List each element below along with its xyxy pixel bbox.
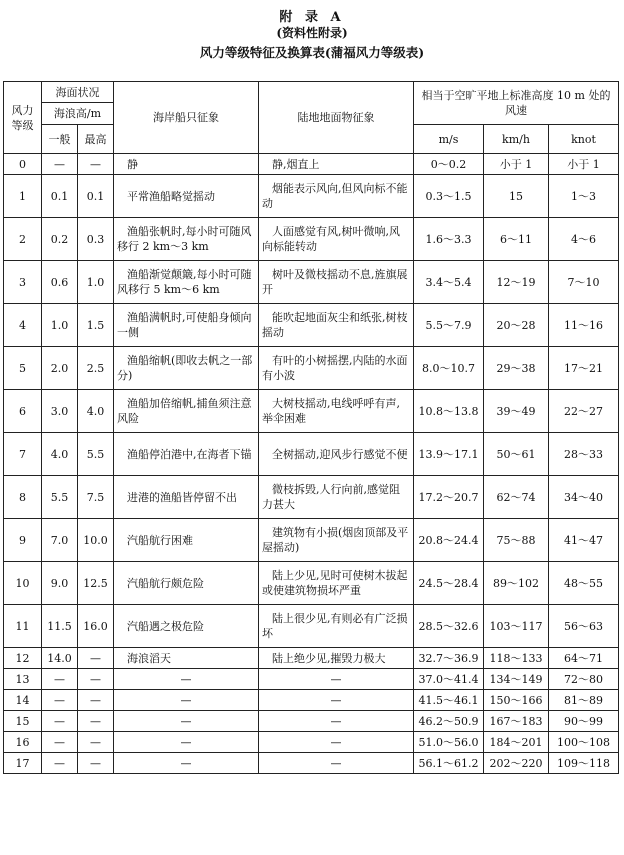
cell-level: 17	[4, 753, 42, 774]
cell-coast-boats: 汽船航行颇危险	[114, 562, 259, 605]
cell-speed-ms: 13.9～17.1	[414, 433, 484, 476]
cell-wave-max: 0.1	[78, 175, 114, 218]
cell-coast-boats: 海浪滔天	[114, 648, 259, 669]
cell-land: 大树枝摇动,电线呼呼有声,举伞困难	[259, 390, 414, 433]
cell-level: 4	[4, 304, 42, 347]
cell-coast-boats: 汽船航行困难	[114, 519, 259, 562]
cell-coast-boats: 渔船缩帆(即收去帆之一部分)	[114, 347, 259, 390]
cell-speed-knot: 11～16	[549, 304, 619, 347]
cell-level: 1	[4, 175, 42, 218]
cell-speed-kmh: 小于 1	[484, 154, 549, 175]
cell-wave-max: —	[78, 154, 114, 175]
cell-coast-boats: 渔船渐觉颠簸,每小时可随风移行 5 km～6 km	[114, 261, 259, 304]
cell-wave-general: 7.0	[42, 519, 78, 562]
cell-wave-general: —	[42, 669, 78, 690]
cell-land: 陆上绝少见,摧毁力极大	[259, 648, 414, 669]
cell-land: 微枝拆毁,人行向前,感觉阻力甚大	[259, 476, 414, 519]
table-row	[4, 218, 619, 261]
table-row	[4, 669, 619, 690]
cell-speed-knot: 22～27	[549, 390, 619, 433]
appendix-heading: 附 录 A	[279, 10, 345, 25]
cell-land: 有叶的小树摇摆,内陆的水面有小波	[259, 347, 414, 390]
cell-coast-boats: —	[114, 711, 259, 732]
cell-speed-ms: 41.5～46.1	[414, 690, 484, 711]
cell-wave-general: 2.0	[42, 347, 78, 390]
cell-level: 6	[4, 390, 42, 433]
cell-wave-general: —	[42, 753, 78, 774]
header-wave-height: 海浪高/m	[42, 103, 114, 125]
cell-speed-ms: 0.3～1.5	[414, 175, 484, 218]
cell-wave-max: —	[78, 669, 114, 690]
cell-level: 16	[4, 732, 42, 753]
cell-level: 7	[4, 433, 42, 476]
cell-coast-boats: 渔船停泊港中,在海者下锚	[114, 433, 259, 476]
cell-speed-ms: 32.7～36.9	[414, 648, 484, 669]
header-sea-state: 海面状况	[42, 82, 114, 103]
cell-speed-knot: 56～63	[549, 605, 619, 648]
cell-coast-boats: 渔船加倍缩帆,捕鱼须注意风险	[114, 390, 259, 433]
cell-wave-general: —	[42, 732, 78, 753]
header-max: 最高	[78, 125, 114, 154]
cell-speed-kmh: 75～88	[484, 519, 549, 562]
table-row	[4, 605, 619, 648]
table-row	[4, 711, 619, 732]
cell-level: 2	[4, 218, 42, 261]
cell-level: 3	[4, 261, 42, 304]
table-body	[4, 154, 619, 774]
cell-coast-boats: —	[114, 669, 259, 690]
cell-speed-knot: 34～40	[549, 476, 619, 519]
cell-land: 陆上很少见,有则必有广泛损坏	[259, 605, 414, 648]
cell-speed-ms: 5.5～7.9	[414, 304, 484, 347]
cell-wave-max: 12.5	[78, 562, 114, 605]
cell-wave-max: —	[78, 753, 114, 774]
cell-level: 15	[4, 711, 42, 732]
cell-speed-knot: 64～71	[549, 648, 619, 669]
cell-speed-ms: 51.0～56.0	[414, 732, 484, 753]
cell-wave-general: 4.0	[42, 433, 78, 476]
cell-speed-ms: 37.0～41.4	[414, 669, 484, 690]
cell-wave-general: 5.5	[42, 476, 78, 519]
table-row	[4, 648, 619, 669]
table-row	[4, 562, 619, 605]
cell-land: —	[259, 711, 414, 732]
cell-level: 8	[4, 476, 42, 519]
table-row	[4, 261, 619, 304]
cell-wave-max: 7.5	[78, 476, 114, 519]
cell-level: 14	[4, 690, 42, 711]
cell-wave-max: 4.0	[78, 390, 114, 433]
cell-speed-kmh: 167～183	[484, 711, 549, 732]
cell-coast-boats: —	[114, 753, 259, 774]
cell-speed-knot: 90～99	[549, 711, 619, 732]
cell-wave-general: 11.5	[42, 605, 78, 648]
cell-land: 建筑物有小损(烟囱顶部及平屋摇动)	[259, 519, 414, 562]
cell-speed-ms: 3.4～5.4	[414, 261, 484, 304]
table-title: 风力等级特征及换算表(蒲福风力等级表)	[199, 45, 425, 60]
cell-speed-kmh: 50～61	[484, 433, 549, 476]
cell-coast-boats: 汽船遇之极危险	[114, 605, 259, 648]
cell-coast-boats: —	[114, 690, 259, 711]
cell-speed-knot: 48～55	[549, 562, 619, 605]
table-row	[4, 390, 619, 433]
cell-speed-ms: 28.5～32.6	[414, 605, 484, 648]
cell-speed-knot: 109～118	[549, 753, 619, 774]
cell-speed-kmh: 20～28	[484, 304, 549, 347]
cell-land: 人面感觉有风,树叶微响,风向标能转动	[259, 218, 414, 261]
cell-speed-ms: 17.2～20.7	[414, 476, 484, 519]
header-land: 陆地地面物征象	[259, 82, 414, 154]
cell-speed-knot: 7～10	[549, 261, 619, 304]
cell-speed-knot: 41～47	[549, 519, 619, 562]
cell-speed-kmh: 15	[484, 175, 549, 218]
header-knot: knot	[549, 125, 619, 154]
cell-land: —	[259, 732, 414, 753]
header-level: 风力等级	[4, 82, 42, 154]
table-row	[4, 433, 619, 476]
cell-speed-knot: 4～6	[549, 218, 619, 261]
header-kmh: km/h	[484, 125, 549, 154]
cell-land: 烟能表示风向,但风向标不能动	[259, 175, 414, 218]
cell-coast-boats: 进港的渔船皆停留不出	[114, 476, 259, 519]
cell-speed-knot: 1～3	[549, 175, 619, 218]
header-coast-boats: 海岸船只征象	[114, 82, 259, 154]
cell-wave-max: 2.5	[78, 347, 114, 390]
cell-wave-max: 1.5	[78, 304, 114, 347]
cell-level: 12	[4, 648, 42, 669]
cell-speed-knot: 81～89	[549, 690, 619, 711]
cell-land: —	[259, 669, 414, 690]
cell-level: 10	[4, 562, 42, 605]
header-general: 一般	[42, 125, 78, 154]
cell-land: 全树摇动,迎风步行感觉不便	[259, 433, 414, 476]
cell-speed-knot: 100～108	[549, 732, 619, 753]
cell-land: —	[259, 753, 414, 774]
cell-speed-kmh: 29～38	[484, 347, 549, 390]
cell-speed-ms: 0～0.2	[414, 154, 484, 175]
cell-speed-kmh: 134～149	[484, 669, 549, 690]
cell-land: —	[259, 690, 414, 711]
cell-land: 静,烟直上	[259, 154, 414, 175]
cell-speed-ms: 20.8～24.4	[414, 519, 484, 562]
cell-speed-kmh: 184～201	[484, 732, 549, 753]
cell-coast-boats: 平常渔船略觉摇动	[114, 175, 259, 218]
cell-speed-ms: 56.1～61.2	[414, 753, 484, 774]
table-row	[4, 519, 619, 562]
header-wind-speed: 相当于空旷平地上标准高度 10 m 处的风速	[414, 82, 619, 125]
cell-wave-max: 1.0	[78, 261, 114, 304]
cell-speed-knot: 72～80	[549, 669, 619, 690]
cell-wave-max: 10.0	[78, 519, 114, 562]
cell-wave-general: 14.0	[42, 648, 78, 669]
cell-speed-kmh: 89～102	[484, 562, 549, 605]
cell-wave-general: 1.0	[42, 304, 78, 347]
cell-coast-boats: 渔船张帆时,每小时可随风移行 2 km～3 km	[114, 218, 259, 261]
cell-wave-general: 9.0	[42, 562, 78, 605]
table-row	[4, 175, 619, 218]
cell-level: 11	[4, 605, 42, 648]
cell-speed-knot: 17～21	[549, 347, 619, 390]
cell-land: 树叶及微枝摇动不息,旌旗展开	[259, 261, 414, 304]
cell-speed-knot: 28～33	[549, 433, 619, 476]
table-row	[4, 753, 619, 774]
cell-wave-max: 16.0	[78, 605, 114, 648]
cell-speed-kmh: 103～117	[484, 605, 549, 648]
cell-coast-boats: —	[114, 732, 259, 753]
table-row	[4, 690, 619, 711]
cell-wave-general: —	[42, 690, 78, 711]
table-row	[4, 347, 619, 390]
cell-wave-general: 0.1	[42, 175, 78, 218]
cell-wave-general: —	[42, 711, 78, 732]
cell-speed-knot: 小于 1	[549, 154, 619, 175]
beaufort-table	[3, 81, 619, 774]
header-ms: m/s	[414, 125, 484, 154]
cell-wave-max: —	[78, 732, 114, 753]
cell-land: 陆上少见,见时可使树木拔起或使建筑物损坏严重	[259, 562, 414, 605]
cell-speed-ms: 46.2～50.9	[414, 711, 484, 732]
cell-speed-kmh: 118～133	[484, 648, 549, 669]
appendix-note: (资料性附录)	[276, 26, 348, 40]
cell-speed-ms: 24.5～28.4	[414, 562, 484, 605]
cell-wave-general: 3.0	[42, 390, 78, 433]
cell-wave-max: 5.5	[78, 433, 114, 476]
cell-wave-max: 0.3	[78, 218, 114, 261]
cell-level: 9	[4, 519, 42, 562]
table-row	[4, 154, 619, 175]
cell-wave-max: —	[78, 711, 114, 732]
cell-level: 5	[4, 347, 42, 390]
table-row	[4, 732, 619, 753]
cell-wave-general: 0.2	[42, 218, 78, 261]
cell-speed-kmh: 150～166	[484, 690, 549, 711]
cell-speed-kmh: 39～49	[484, 390, 549, 433]
cell-coast-boats: 静	[114, 154, 259, 175]
cell-speed-ms: 1.6～3.3	[414, 218, 484, 261]
cell-land: 能吹起地面灰尘和纸张,树枝摇动	[259, 304, 414, 347]
cell-coast-boats: 渔船满帆时,可使船身倾向一侧	[114, 304, 259, 347]
table-row	[4, 476, 619, 519]
cell-wave-general: —	[42, 154, 78, 175]
cell-level: 0	[4, 154, 42, 175]
cell-speed-kmh: 12～19	[484, 261, 549, 304]
cell-speed-ms: 8.0～10.7	[414, 347, 484, 390]
cell-wave-max: —	[78, 690, 114, 711]
cell-level: 13	[4, 669, 42, 690]
table-row	[4, 304, 619, 347]
cell-speed-kmh: 202～220	[484, 753, 549, 774]
cell-speed-kmh: 6～11	[484, 218, 549, 261]
cell-speed-kmh: 62～74	[484, 476, 549, 519]
cell-wave-general: 0.6	[42, 261, 78, 304]
cell-wave-max: —	[78, 648, 114, 669]
cell-speed-ms: 10.8～13.8	[414, 390, 484, 433]
